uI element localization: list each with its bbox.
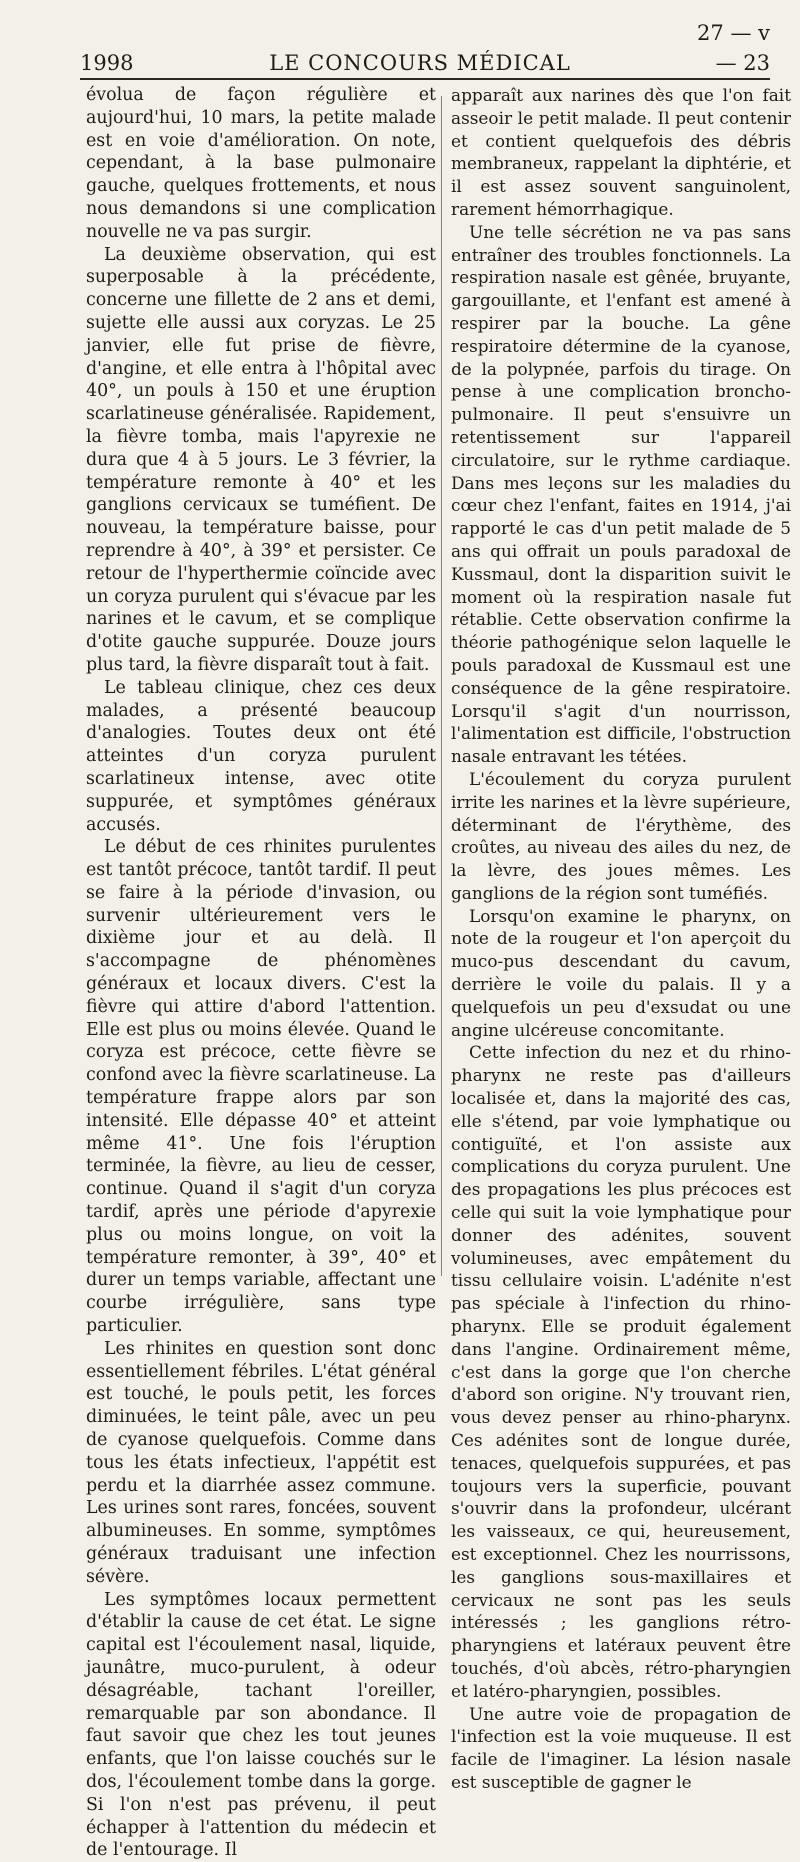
paragraph: Une telle sécrétion ne va pas sans entraîner des troubles fonctionnels. La respiration nasale est gênée, bruyante, gargouillante, et l'enfant est amené à respirer par la bouche. La gêne respiratoire détermine de la cyanose, de la polypnée, parfois du tirage. On pense à une complication broncho-pulmonaire. Il peut s'ensuivre un retentissement sur l'appareil circulatoire, sur le rythme cardiaque. Dans mes leçons sur les maladies du cœur chez l'enfant, faites en 1914, j'ai rapporté le cas d'un petit malade de 5 ans qui offrait un pouls paradoxal de Kussmaul, dont la disparition suivit le moment où la respiration nasale fut rétablie. Cette observation confirme la théorie pathogénique selon laquelle le pouls paradoxal de Kussmaul est une conséquence de la gêne respiratoire. Lorsqu'il s'agit d'un nourrisson, l'alimentation est difficile, l'obstruction nasale entravant les tétées. <box>451 221 791 767</box>
paragraph: Le début de ces rhinites purulentes est tantôt précoce, tantôt tardif. Il peut se faire à la période d'invasion, ou survenir ultérieurement vers le dixième jour et au delà. Il s'accompagne de phénomènes généraux et locaux divers. C'est la fièvre qui attire d'abord l'attention. Elle est plus ou moins élevée. Quand le coryza est précoce, cette fièvre se confond avec la fièvre scarlatineuse. La température frappe alors par son intensité. Elle dépasse 40° et atteint même 41°. Une fois l'éruption terminée, la fièvre, au lieu de cesser, continue. Quand il s'agit d'un coryza tardif, après une période d'apyrexie plus ou moins longue, on voit la température remonter, à 39°, 40° et durer un temps variable, affectant une courbe irrégulière, sans type particulier. <box>86 837 436 1337</box>
page-number: 1998 <box>80 51 134 75</box>
right-column <box>451 84 791 1794</box>
column-divider <box>441 96 442 1276</box>
paragraph: Une autre voie de propagation de l'infection est la voie muqueuse. Il est facile de l'imaginer. La lésion nasale est susceptible de gagner le <box>451 1703 791 1792</box>
journal-title: LE CONCOURS MÉDICAL <box>269 51 571 75</box>
paragraph: Les symptômes locaux permettent d'établir la cause de cet état. Le signe capital est l'écoulement nasal, liquide, jaunâtre, muco-purulent, à odeur désagréable, tachant l'oreiller, remarquable par son abondance. Il faut savoir que chez les tout jeunes enfants, que l'on laisse couchés sur le dos, l'écoulement tombe dans la gorge. Si l'on n'est pas prévenu, il peut échapper à l'attention du médecin et de l'entourage. Il <box>86 1589 436 1861</box>
paragraph: La deuxième observation, qui est superposable à la précédente, concerne une fillette de 2 ans et demi, sujette elle aussi aux coryzas. Le 25 janvier, elle fut prise de fièvre, d'angine, et elle entra à l'hôpital avec 40°, un pouls à 150 et une éruption scarlatineuse généralisée. Rapidement, la fièvre tomba, mais l'apyrexie ne dura que 4 à 5 jours. Le 3 février, la température remonte à 40° et les ganglions cervicaux se tuméfient. De nouveau, la température baisse, pour reprendre à 40°, à 39° et persister. Ce retour de l'hyperthermie coïncide avec un coryza purulent qui s'évacue par les narines et le cavum, et se complique d'otite gauche suppurée. Douze jours plus tard, la fièvre disparaît tout à fait. <box>86 244 436 675</box>
paragraph: L'écoulement du coryza purulent irrite les narines et la lèvre supérieure, déterminant de l'érythème, des croûtes, au niveau des ailes du nez, de la lèvre, des joues mêmes. Les ganglions de la région sont tuméfiés. <box>451 768 791 903</box>
paragraph: Cette infection du nez et du rhino-pharynx ne reste pas d'ailleurs localisée et, dans la majorité des cas, elle s'étend, par voie lymphatique ou contiguïté, et l'on assiste aux complications du coryza purulent. Une des propagations les plus précoces est celle qui suit la voie lymphatique pour donner des adénites, souvent volumineuses, avec empâtement du tissu cellulaire voisin. L'adénite n'est pas spéciale à l'infection du rhino-pharynx. Elle se produit également dans l'angine. Ordinairement même, c'est dans la gorge que l'on cherche d'abord son origine. N'y trouvant rien, vous devez penser au rhino-pharynx. Ces adénites sont de longue durée, tenaces, quelquefois suppurées, et pas toujours vers la superficie, pouvant s'ouvrir dans la profondeur, ulcérant les vaisseaux, ce qui, heureusement, est exceptionnel. Chez les nourrissons, les ganglions sous-maxillaires et cervicaux ne sont pas les seuls intéressés ; les ganglions rétro-pharyngiens et latéraux peuvent être touchés, d'où abcès, rétro-pharyngien et latéro-pharyngien, possibles. <box>451 1042 791 1701</box>
page-header <box>80 21 770 80</box>
left-column <box>86 84 436 1862</box>
paragraph: apparaît aux narines dès que l'on fait asseoir le petit malade. Il peut contenir et contient quelquefois des débris membraneux, rappelant la diphtérie, et il est assez souvent sanguinolent, rarement hémorrhagique. <box>451 85 791 219</box>
paragraph: Lorsqu'on examine le pharynx, on note de la rougeur et l'on aperçoit du muco-pus descendant du cavum, derrière le voile du palais. Il y a quelquefois un peu d'exsudat ou une angine ulcéreuse concomitante. <box>451 905 791 1040</box>
paragraph: évolua de façon régulière et aujourd'hui, 10 mars, la petite malade est en voie d'amélioration. On note, cependant, à la base pulmonaire gauche, quelques frottements, et nous nous demandons si une complication nouvelle ne va pas surgir. <box>86 85 436 242</box>
paragraph: Les rhinites en question sont donc essentiellement fébriles. L'état général est touché, le pouls petit, les forces diminuées, le teint pâle, avec un peu de cyanose quelquefois. Comme dans tous les états infectieux, l'appétit est perdu et la diarrhée assez commune. Les urines sont rares, foncées, souvent albumineuses. En somme, symptômes généraux traduisant une infection sévère. <box>86 1338 436 1587</box>
issue-date: 27 — v — 23 <box>697 21 770 75</box>
paragraph: Le tableau clinique, chez ces deux malades, a présenté beaucoup d'analogies. Toutes deux ont été atteintes d'un coryza purulent scarlatineux intense, avec otite suppurée, et symptômes généraux accusés. <box>86 677 436 835</box>
